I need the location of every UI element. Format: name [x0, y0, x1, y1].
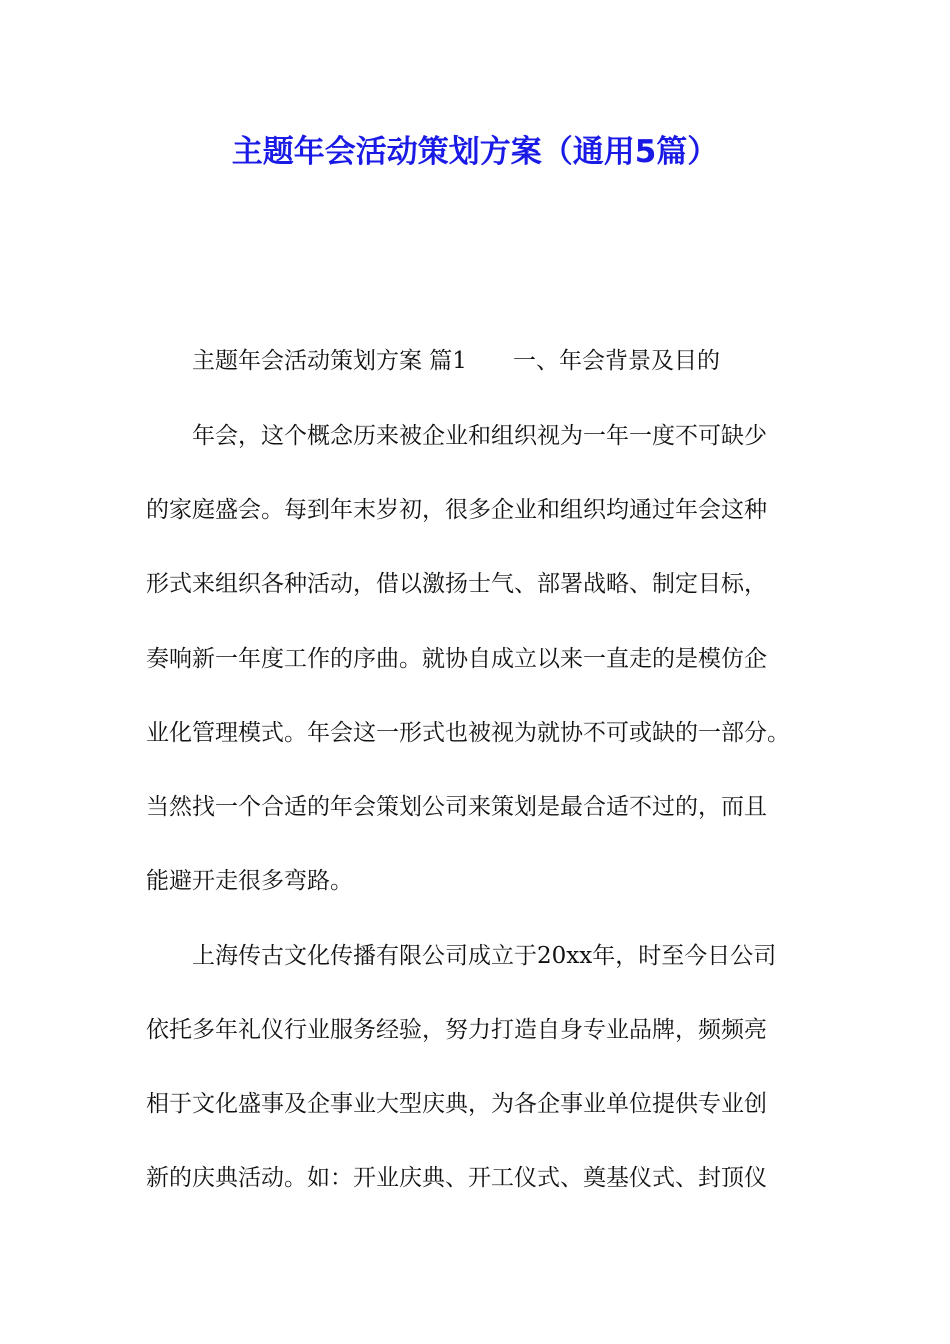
- paragraph-line: 相于文化盛事及企事业大型庆典，为各企事业单位提供专业创: [146, 1091, 767, 1117]
- paragraph-line: 业化管理模式。年会这一形式也被视为就协不可或缺的一部分。: [146, 720, 790, 746]
- paragraph-line: 上海传古文化传播有限公司成立于20xx年，时至今日公司: [192, 943, 777, 969]
- paragraph-line: 依托多年礼仪行业服务经验，努力打造自身专业品牌，频频亮: [146, 1017, 767, 1043]
- paragraph-line: 当然找一个合适的年会策划公司来策划是最合适不过的，而且: [146, 794, 767, 820]
- paragraph-line: 形式来组织各种活动，借以激扬士气、部署战略、制定目标，: [146, 571, 767, 597]
- section-heading: 一、年会背景及目的: [512, 348, 720, 374]
- paragraph-line: 能避开走很多弯路。: [146, 868, 353, 894]
- paragraph-line: 奏响新一年度工作的序曲。就协自成立以来一直走的是模仿企: [146, 646, 767, 672]
- document-title: 主题年会活动策划方案（通用5篇）: [231, 134, 719, 170]
- paragraph-line: 的家庭盛会。每到年末岁初，很多企业和组织均通过年会这种: [146, 497, 767, 523]
- article-heading: 主题年会活动策划方案 篇1: [192, 348, 467, 374]
- paragraph-line: 年会，这个概念历来被企业和组织视为一年一度不可缺少: [192, 423, 767, 449]
- paragraph-line: 新的庆典活动。如：开业庆典、开工仪式、奠基仪式、封顶仪: [146, 1165, 767, 1191]
- section-heading-line: [192, 345, 720, 377]
